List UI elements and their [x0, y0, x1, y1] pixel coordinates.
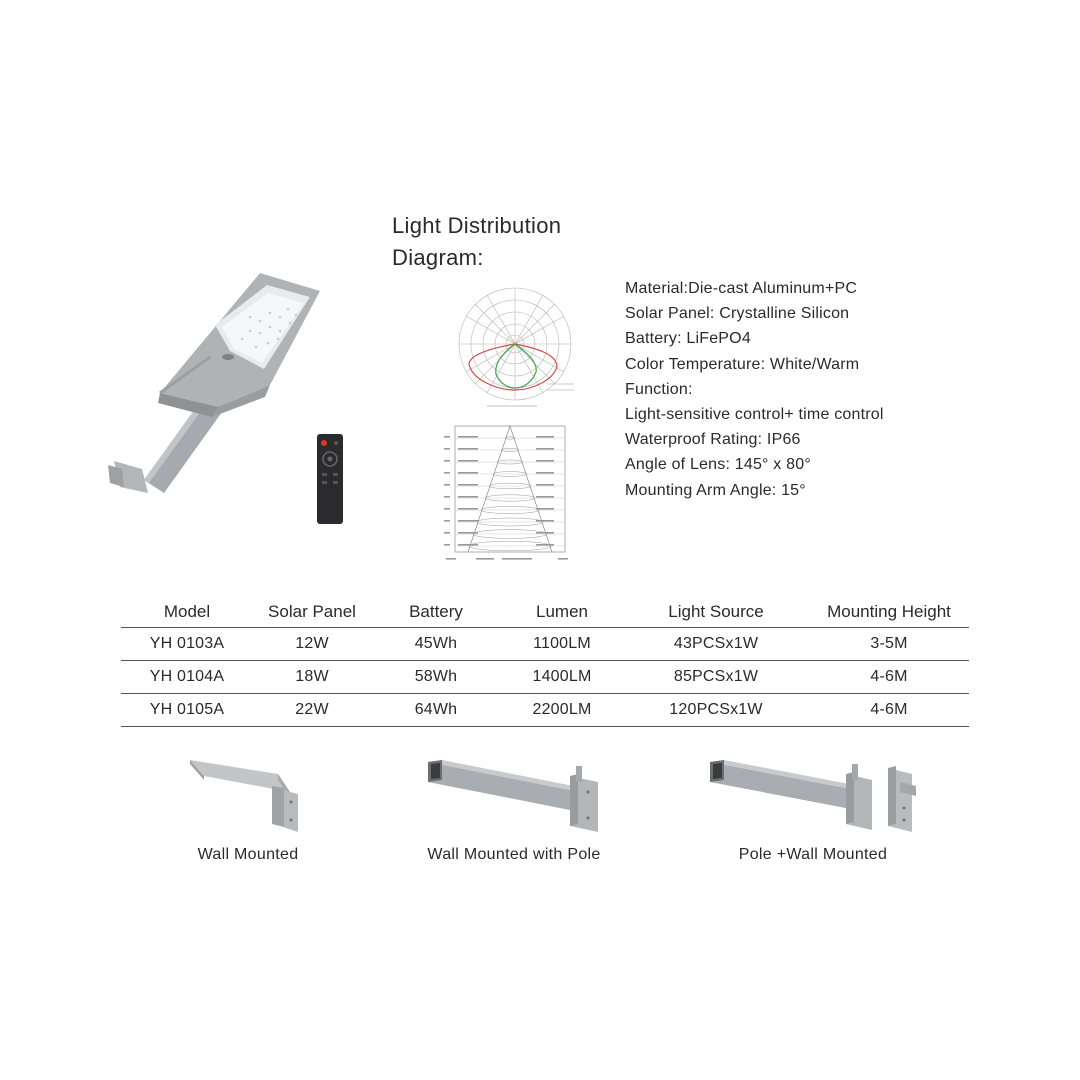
table-cell: 43PCSx1W: [623, 628, 809, 661]
spec-solar-panel: Solar Panel: Crystalline Silicon: [625, 305, 850, 323]
diagram-title-line1: Light Distribution: [392, 213, 562, 238]
table-cell: YH 0103A: [121, 628, 253, 661]
spec-color-temperature: Color Temperature: White/Warm: [625, 355, 860, 373]
diagram-title: [392, 210, 632, 274]
table-cell: 64Wh: [371, 694, 501, 727]
table-header-row: [121, 597, 969, 628]
spec-battery: Battery: LiFePO4: [625, 330, 751, 348]
model-spec-table: [121, 597, 969, 727]
illuminance-cone-graph: [440, 420, 580, 566]
table-cell: 1400LM: [501, 661, 623, 694]
table-header-battery: Battery: [371, 597, 501, 628]
table-cell: 45Wh: [371, 628, 501, 661]
table-cell: 2200LM: [501, 694, 623, 727]
table-cell: YH 0104A: [121, 661, 253, 694]
spec-lens-angle: Angle of Lens: 145° x 80°: [625, 456, 811, 474]
mount-label-pole-wall: Pole +Wall Mounted: [738, 846, 888, 863]
spec-waterproof-rating: Waterproof Rating: IP66: [625, 431, 801, 449]
table-header-mounting-height: Mounting Height: [809, 597, 969, 628]
spec-function-detail: Light-sensitive control+ time control: [625, 406, 884, 424]
pole-wall-bracket-icon: [700, 756, 922, 836]
table-cell: 3-5M: [809, 628, 969, 661]
table-row: [121, 661, 969, 694]
polar-light-distribution-graph: [452, 282, 578, 410]
wall-bracket-icon: [186, 756, 302, 836]
table-cell: 120PCSx1W: [623, 694, 809, 727]
mount-label-wall-with-pole: Wall Mounted with Pole: [427, 846, 601, 863]
table-header-model: Model: [121, 597, 253, 628]
table-cell: YH 0105A: [121, 694, 253, 727]
table-header-lumen: Lumen: [501, 597, 623, 628]
mount-label-wall: Wall Mounted: [197, 846, 299, 863]
table-cell: 4-6M: [809, 661, 969, 694]
table-header-solar-panel: Solar Panel: [253, 597, 371, 628]
spec-function: Function:: [625, 380, 693, 398]
table-cell: 1100LM: [501, 628, 623, 661]
table-cell: 22W: [253, 694, 371, 727]
table-row: [121, 628, 969, 661]
street-light-product-image: [100, 265, 330, 500]
wall-pole-bracket-icon: [420, 756, 604, 836]
table-cell: 4-6M: [809, 694, 969, 727]
spec-arm-angle: Mounting Arm Angle: 15°: [625, 481, 806, 499]
diagram-title-line2: Diagram:: [392, 245, 484, 270]
table-cell: 58Wh: [371, 661, 501, 694]
table-cell: 18W: [253, 661, 371, 694]
table-cell: 12W: [253, 628, 371, 661]
spec-list: [625, 276, 1045, 503]
spec-material: Material:Die-cast Aluminum+PC: [625, 280, 858, 297]
table-row: [121, 694, 969, 727]
table-header-light-source: Light Source: [623, 597, 809, 628]
table-cell: 85PCSx1W: [623, 661, 809, 694]
remote-control-image: [316, 433, 344, 525]
